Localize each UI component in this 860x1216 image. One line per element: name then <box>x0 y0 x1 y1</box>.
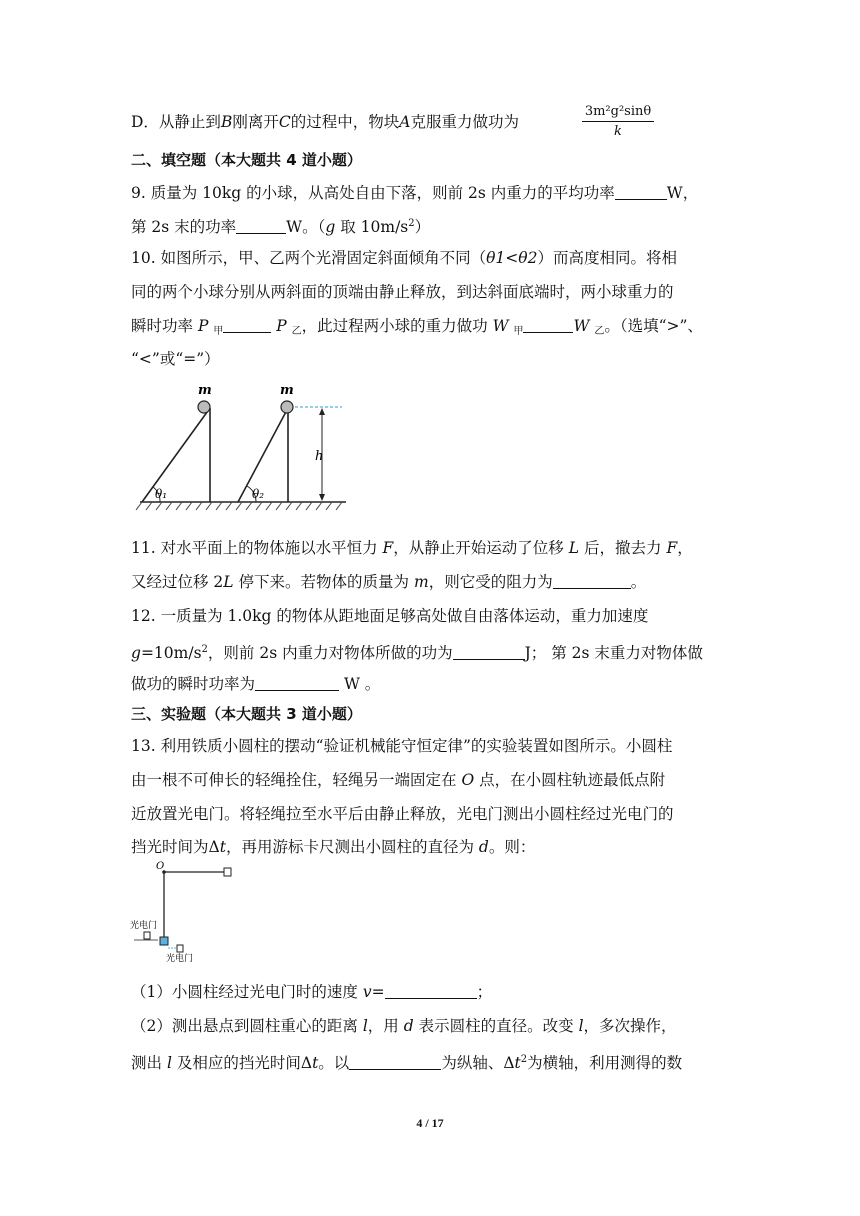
var-g: g <box>325 218 336 236</box>
label-h: h <box>315 449 324 464</box>
ball-1 <box>198 401 210 413</box>
q12-line-2 <box>131 640 703 663</box>
q13-line-3: 近放置光电门。将轻绳拉至水平后由静止释放，光电门测出小圆柱经过光电门的 <box>131 805 674 823</box>
text: 。则： <box>488 838 536 856</box>
text: 及相应的挡光时间Δ <box>176 1054 313 1072</box>
theta-compare: θ1<θ2 <box>486 249 538 267</box>
var-f: F <box>382 539 394 557</box>
q13-part-2-line-2 <box>131 1050 682 1073</box>
fraction-denominator: k <box>614 124 622 139</box>
subscript: 乙 <box>291 326 302 337</box>
text: 为横轴，利用测得的数 <box>527 1054 683 1072</box>
var-b: B <box>220 113 233 131</box>
text: =10m/s <box>140 644 202 662</box>
var-t: t <box>312 1054 319 1072</box>
text: W。（ <box>286 218 326 236</box>
var-p: P <box>197 317 209 335</box>
q12-line-3 <box>131 674 380 694</box>
var-l: L <box>568 539 580 557</box>
var-p: P <box>276 317 287 335</box>
text: = <box>371 983 385 1001</box>
var-l: l <box>166 1054 172 1072</box>
answer-blank[interactable] <box>349 1055 441 1070</box>
var-t: t <box>514 1054 521 1072</box>
subscript: 乙 <box>594 326 605 337</box>
answer-blank[interactable] <box>553 574 631 589</box>
var-l: L <box>223 573 234 591</box>
q9-line-2 <box>131 214 430 237</box>
label-photogate-2: 光电门 <box>166 954 194 964</box>
text: 。以 <box>318 1054 350 1072</box>
text: W 。 <box>339 675 381 693</box>
text: 停下来。若物体的质量为 <box>238 573 410 591</box>
answer-blank[interactable] <box>223 318 271 333</box>
var-l: l <box>578 1017 584 1035</box>
text: ，从静止开始运动了位移 <box>393 539 564 557</box>
var-w: W <box>573 317 590 335</box>
text: ）而高度相同。将相 <box>537 249 677 267</box>
text: ，再用游标卡尺测出小圆柱的直径为 <box>225 838 474 856</box>
q13-part-1 <box>131 982 492 1002</box>
text: ； <box>476 983 493 1001</box>
q10-line-1 <box>131 248 677 268</box>
text: 表示圆柱的直径。改变 <box>418 1017 574 1035</box>
label-m2: m <box>280 383 294 398</box>
pendulum-figure <box>128 862 258 962</box>
cylinder-start <box>224 868 231 876</box>
text: 做功的瞬时功率为 <box>131 675 256 693</box>
text: 9. 质量为 10kg 的小球，从高处自由下落，则前 2s 内重力的平均功率 <box>131 184 615 202</box>
text: W， <box>666 184 699 202</box>
photogate-2 <box>177 945 183 952</box>
answer-blank[interactable] <box>255 676 339 691</box>
text: ， <box>677 539 693 557</box>
arrow-head-up <box>319 408 325 415</box>
superscript: 2 <box>520 1054 528 1065</box>
q13-part-2-line-1 <box>131 1016 677 1036</box>
section-3-title: 三、实验题（本大题共 3 道小题） <box>131 705 362 723</box>
work-fraction <box>582 104 654 139</box>
text: ，则它受的阻力为 <box>428 573 553 591</box>
text: D．从静止到 <box>131 113 221 131</box>
cylinder-bottom <box>160 937 168 945</box>
var-l: l <box>362 1017 368 1035</box>
q13-line-2 <box>131 770 665 790</box>
text: （1）小圆柱经过光电门时的速度 <box>131 983 358 1001</box>
text: 10. 如图所示，甲、乙两个光滑固定斜面倾角不同（ <box>131 249 487 267</box>
text: 测出 <box>131 1054 163 1072</box>
var-o: O <box>461 771 475 789</box>
label-photogate-1: 光电门 <box>130 921 158 931</box>
text: J； 第 2s 末重力对物体做 <box>524 644 703 662</box>
q9-line-1 <box>131 183 698 203</box>
text: ，则前 2s 内重力对物体所做的功为 <box>207 644 453 662</box>
superscript: 2 <box>201 644 208 655</box>
q11-line-1 <box>131 538 693 558</box>
text: 点，在小圆柱轨迹最低点附 <box>479 771 666 789</box>
q11-line-2 <box>131 572 646 592</box>
var-m: m <box>413 573 429 591</box>
text: （2）测出悬点到圆柱重心的距离 <box>131 1017 358 1035</box>
label-theta1: θ₁ <box>155 487 168 501</box>
text: ，多次操作， <box>583 1017 677 1035</box>
text: ，此过程两小球的重力做功 <box>301 317 488 335</box>
q10-line-3 <box>131 316 703 342</box>
q13-line-1: 13. 利用铁质小圆柱的摆动“验证机械能守恒定律”的实验装置如图所示。小圆柱 <box>131 737 673 755</box>
var-d: d <box>478 838 489 856</box>
text: 第 2s 末的功率 <box>131 218 237 236</box>
q10-line-4: “<”或“=”） <box>131 350 220 368</box>
var-f: F <box>666 539 678 557</box>
var-a: A <box>399 113 411 131</box>
var-g: g <box>131 644 141 662</box>
label-o: O <box>156 861 165 872</box>
ground-hatch <box>136 502 342 510</box>
text: 后，撤去力 <box>583 539 662 557</box>
answer-blank[interactable] <box>523 318 573 333</box>
var-c: C <box>278 113 291 131</box>
fraction-numerator: 3m²g²sinθ <box>582 104 654 122</box>
var-d: d <box>403 1017 414 1035</box>
text: 瞬时功率 <box>131 317 194 335</box>
answer-blank[interactable] <box>615 185 667 200</box>
subscript: 甲 <box>213 326 224 337</box>
incline-figure <box>130 372 350 512</box>
ball-2 <box>281 401 293 413</box>
answer-blank[interactable] <box>453 645 525 660</box>
label-m1: m <box>198 383 212 398</box>
text: ，用 <box>367 1017 399 1035</box>
label-theta2: θ₂ <box>252 487 265 501</box>
photogate-1 <box>144 932 150 939</box>
arrow-head-down <box>319 494 325 501</box>
q13-line-4 <box>131 837 535 857</box>
page-number: 4 / 17 <box>416 1116 444 1130</box>
text: 克服重力做功为 <box>410 113 519 131</box>
q12-line-1: 12. 一质量为 1.0kg 的物体从距地面足够高处做自由落体运动，重力加速度 <box>131 607 649 625</box>
section-2-title: 二、填空题（本大题共 4 道小题） <box>131 151 362 169</box>
text: ） <box>414 218 431 236</box>
text: 为纵轴、Δ <box>441 1054 515 1072</box>
text: 。（选填“>”、 <box>604 317 703 335</box>
text: 11. 对水平面上的物体施以水平恒力 <box>131 539 378 557</box>
superscript: 2 <box>408 218 415 229</box>
var-t: t <box>219 838 226 856</box>
answer-blank[interactable] <box>385 984 477 999</box>
text: 挡光时间为Δ <box>131 838 220 856</box>
subscript: 甲 <box>513 326 524 337</box>
var-w: W <box>492 317 509 335</box>
option-d <box>131 112 519 132</box>
text: 的过程中，物块 <box>290 113 400 131</box>
answer-blank[interactable] <box>236 219 286 234</box>
text: 由一根不可伸长的轻绳拴住，轻绳另一端固定在 <box>131 771 457 789</box>
incline-1 <box>142 408 210 502</box>
q10-line-2: 同的两个小球分别从两斜面的顶端由静止释放，到达斜面底端时，两小球重力的 <box>131 283 674 301</box>
text: 取 10m/s <box>335 218 409 236</box>
text: 刚离开 <box>232 113 279 131</box>
var-v: v <box>362 983 372 1001</box>
text: 。 <box>630 573 647 591</box>
text: 又经过位移 2 <box>131 573 224 591</box>
